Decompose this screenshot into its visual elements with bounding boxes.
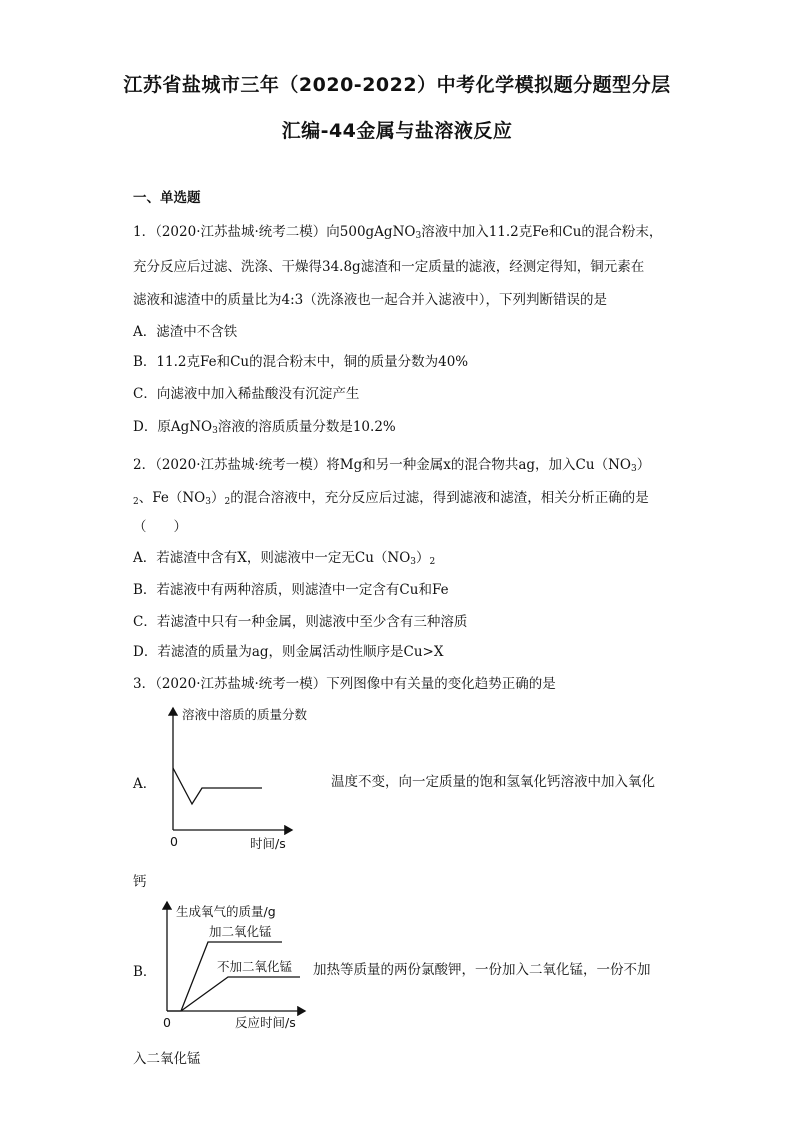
origin-label: 0	[170, 834, 178, 849]
q2-stem-line-1: 2．（2020·江苏盐城·统考一模）将Mg和另一种金属x的混合物共ag，加入$Cu(NO_3)$	[133, 457, 651, 474]
q1-option-d: D．原AgNO$_3$溶液的溶质质量分数是10.2%	[133, 419, 396, 436]
q3-option-a-graph	[160, 700, 310, 860]
q2-stem-line-3: （ ）	[133, 519, 187, 535]
q2-option-a: A．若滤渣中含有X，则滤液中一定无$Cu(NO_3)_2$	[133, 550, 436, 567]
series-without-mno2	[181, 977, 300, 1011]
q1-stem-line-3: 滤液和滤渣中的质量比为4:3（洗涤液也一起合并入滤液中），下列判断错误的是	[133, 292, 607, 308]
q3-option-b-description-cont: 入二氧化锰	[133, 1051, 201, 1067]
x-axis-label: 反应时间/s	[235, 1015, 296, 1030]
q3-option-a-letter: A．	[133, 776, 157, 792]
page-title-line-1: 江苏省盐城市三年（2020-2022）中考化学模拟题分题型分层	[123, 74, 671, 96]
q1-stem-line-1: 1．（2020·江苏盐城·统考二模）向500gAgNO$_3$溶液中加入11.2克Fe和Cu的混合粉末，	[133, 224, 663, 241]
q3-option-b-letter: B．	[133, 964, 157, 980]
curve	[173, 768, 262, 804]
q1-option-c: C．向滤液中加入稀盐酸没有沉淀产生	[133, 386, 360, 402]
y-axis-label: 生成氧气的质量/g	[176, 904, 276, 919]
q2-stem-line-2: $_2$、$Fe(NO_3)_2$的混合溶液中，充分反应后过滤，得到滤液和滤渣，相关分析正确的是	[133, 490, 649, 507]
q2-option-d: D．若滤渣的质量为ag，则金属活动性顺序是Cu>X	[133, 644, 444, 660]
origin-label: 0	[163, 1015, 171, 1030]
q3-option-a-description-cont: 钙	[133, 874, 147, 890]
q3-option-b-graph	[150, 896, 320, 1036]
q1-option-a: A．滤渣中不含铁	[133, 324, 238, 340]
x-axis-label: 时间/s	[250, 836, 286, 851]
page-title-line-2: 汇编-44金属与盐溶液反应	[281, 120, 513, 142]
q2-option-b: B．若滤液中有两种溶质，则滤渣中一定含有Cu和Fe	[133, 582, 449, 598]
section-heading: 一、单选题	[133, 190, 201, 206]
q3-option-b-description: 加热等质量的两份氯酸钾，一份加入二氧化锰，一份不加	[313, 962, 651, 978]
series-without-mno2-label: 不加二氧化锰	[217, 959, 293, 974]
series-with-mno2-label: 加二氧化锰	[209, 924, 272, 939]
q3-option-a-description: 温度不变，向一定质量的饱和氢氧化钙溶液中加入氧化	[331, 774, 655, 790]
q1-option-b: B．11.2克Fe和Cu的混合粉末中，铜的质量分数为40%	[133, 354, 469, 370]
q3-stem: 3．（2020·江苏盐城·统考一模）下列图像中有关量的变化趋势正确的是	[133, 676, 556, 692]
y-axis-label: 溶液中溶质的质量分数	[182, 707, 308, 722]
q1-stem-line-2: 充分反应后过滤、洗涤、干燥得34.8g滤渣和一定质量的滤液，经测定得知，铜元素在	[133, 259, 645, 275]
q2-option-c: C．若滤渣中只有一种金属，则滤液中至少含有三种溶质	[133, 614, 468, 630]
